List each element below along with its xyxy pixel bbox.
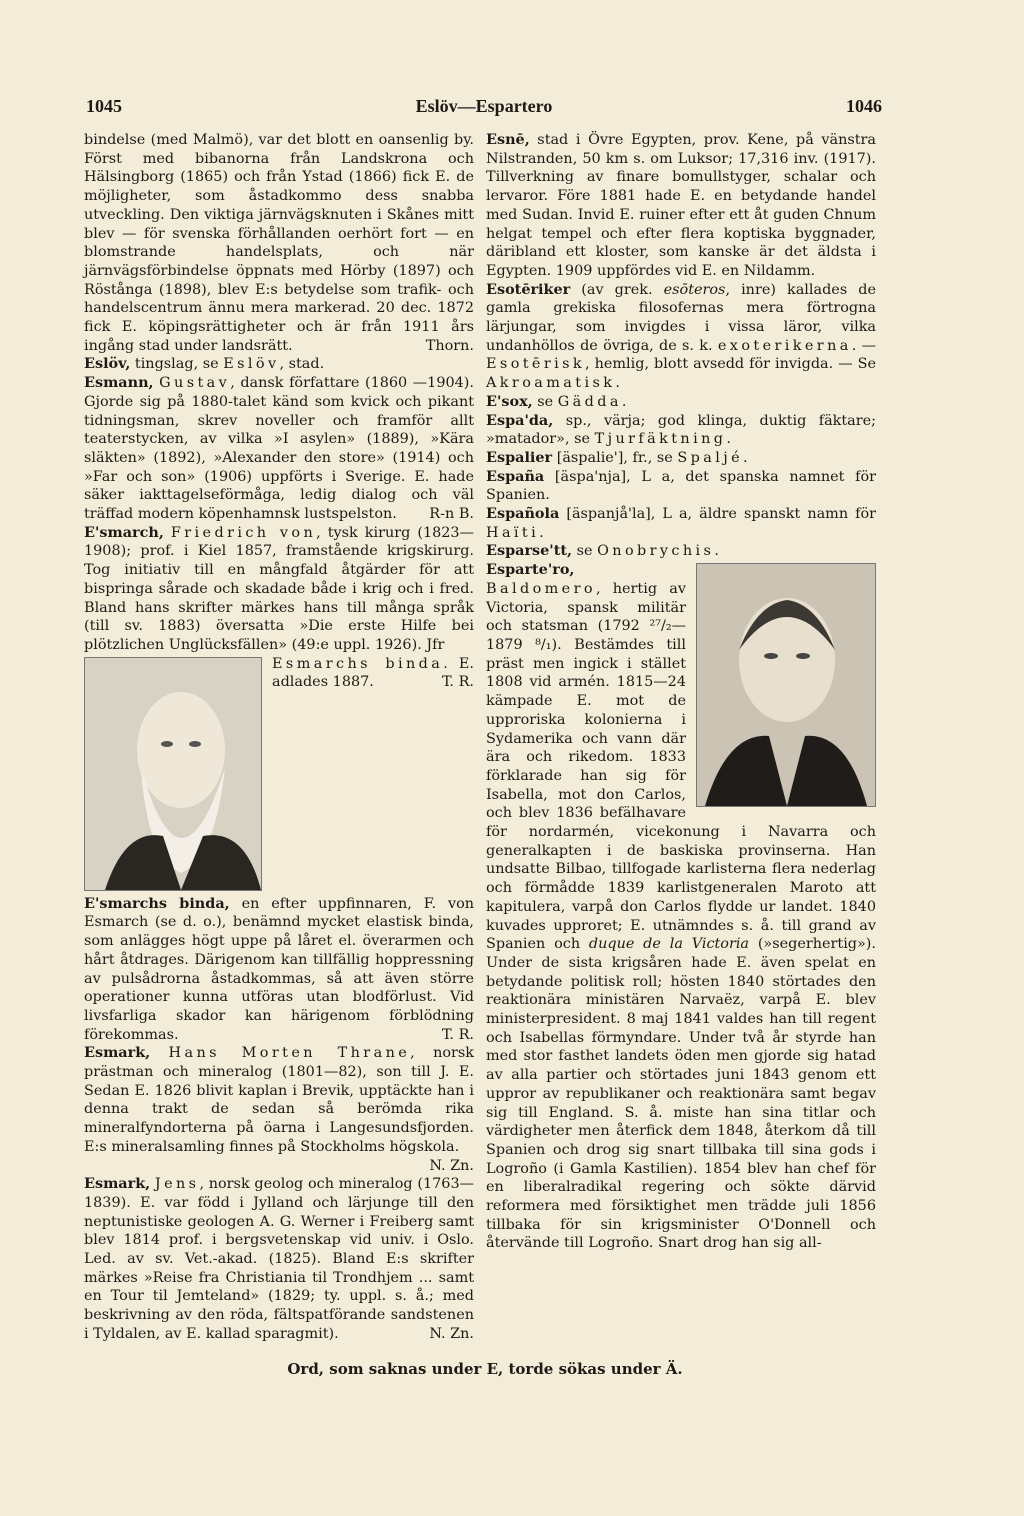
entry-headword: Esmann, bbox=[84, 374, 154, 392]
entry-text: [äspanjå'la], L a, äldre spanskt namn för bbox=[559, 506, 876, 523]
entry-text: . bbox=[615, 375, 620, 392]
entry-text: . bbox=[621, 393, 627, 410]
portrait-espartero bbox=[696, 563, 876, 807]
entry-given-name: Gustav bbox=[159, 375, 231, 392]
entry-espana bbox=[486, 468, 876, 505]
entry-given-name: Friedrich von bbox=[170, 524, 317, 541]
entry-headword: Esotēriker bbox=[486, 280, 571, 298]
cross-reference: Spaljé bbox=[677, 449, 743, 466]
entry-headword: E'smarchs binda, bbox=[84, 894, 230, 912]
entry-headword: Española bbox=[486, 505, 560, 523]
entry-text: [äspalie'], fr., se bbox=[552, 449, 678, 466]
entry-esoteriker bbox=[486, 281, 876, 393]
cross-reference: Esmarchs binda bbox=[272, 655, 444, 672]
entry-text: . bbox=[726, 431, 731, 448]
author-signature: T. R. bbox=[441, 674, 474, 691]
entry-esparsett bbox=[486, 542, 876, 561]
running-title: Eslöv—Espartero bbox=[415, 96, 553, 116]
entry-text-start: , tysk kirurg (1823—1908); prof. i Kiel 1857, framstående krigskirurg. Tog initiativ till en mångfald åtgärder för att bispringa sårade och skadade både i krig och i fred. Bland hans skrifter märkes hans till många språk (till sv. 1883) översatta »Die erste Hilfe bei plötzlichen Unglücksfällen» (49:e uppl. 1926). Jfr bbox=[84, 524, 474, 653]
entry-text: [äspa'nja], L a, det spanska namnet för Spanien. bbox=[486, 468, 876, 504]
entry-text: en efter uppfinnaren, F. von Esmarch (se d. o.), benämnd mycket elastisk binda, som anlägges högt uppe på låret el. överarmen och hårt åtdrages. Därigenom kan tillfällig hoppressning av pulsådrorna åstadkommas, så att även större operationer kunna utföras utan blodförlust. Vid livsfarliga skador kan härigenom förblödning förekommas. bbox=[84, 895, 474, 1043]
entry-text: tingslag, se bbox=[130, 356, 224, 373]
author-signature: N. Zn. bbox=[429, 1325, 474, 1342]
entry-eslov-tingslag bbox=[84, 355, 474, 374]
entry-headword: España bbox=[486, 467, 545, 485]
entry-text: . — bbox=[851, 337, 876, 354]
spaced-term: exoterikerna bbox=[717, 337, 852, 354]
entry-headword: Esnē, bbox=[486, 131, 530, 148]
entry-esmark-jens bbox=[84, 1175, 474, 1343]
page-number-right: 1046 bbox=[846, 96, 882, 116]
cross-reference: Haïti bbox=[486, 524, 540, 541]
spaced-term: Esotērisk bbox=[486, 356, 586, 373]
entry-given-name: Hans Morten Thrane bbox=[168, 1045, 411, 1062]
entry-espalier bbox=[486, 449, 876, 468]
entry-text: (av grek. bbox=[570, 281, 664, 298]
right-column bbox=[486, 131, 876, 1253]
entry-given-name: Baldomero bbox=[486, 580, 596, 597]
entry-text: se bbox=[532, 393, 558, 410]
entry-headword: Esmark, bbox=[84, 1044, 151, 1062]
entry-esne bbox=[486, 131, 876, 281]
author-signature: N. Zn. bbox=[429, 1157, 474, 1174]
cross-reference: Eslöv bbox=[223, 356, 280, 373]
entry-text: , dansk författare (1860 —1904). Gjorde sig på 1880-talet känd som kvick och pikant tidningsman, skrev noveller och framför allt teaterstycken, av vilka »I asylen» (1889), »Kära släkten» (1892), »Alexander den store» (1914) och »Far och son» (1906) uppförts i Sverige. E. hade säker iakttagelseförmåga, ledig dialog och väl träffad modern köpenhamnsk lustspelston. bbox=[84, 375, 474, 523]
entry-text: (»segerhertig»). Under de sista krigsåren hade E. även spelat en betydande politisk roll; hösten 1840 störtades den reaktionära ministären Narvaëz, varpå E. blev ministerpresident. 8 maj 1841 valdes han till regent och Isabellas förmyndare. Under två år styrde han med stor fasthet landets öden men gjorde sig hatad av alla partier och störtades juni 1843 genom ett uppror av republikaner och reaktionära samt begav sig till England. S. å. miste han sina titlar och värdigheter men återfick dem 1848, återkom då till Spanien och drog sig snart tillbaka till sina gods i Logroño (i Gamla Kastilien). 1854 blev han chef för en liberalradikal regering och sökte därvid reformera med försiktighet men trädde juli 1856 tillbaka för sin krigsminister O'Donnell och återvände till Logroño. Snart drog han sig all- bbox=[486, 936, 876, 1252]
author-signature: T. R. bbox=[441, 1026, 474, 1043]
entry-given-name: Jens bbox=[154, 1176, 200, 1193]
entry-text: se bbox=[572, 543, 598, 560]
author-signature: Thorn. bbox=[425, 337, 474, 354]
portrait-esmarch-image bbox=[85, 658, 261, 890]
portrait-espartero-image bbox=[697, 564, 875, 806]
page-header bbox=[86, 96, 882, 122]
entry-headword: Esparse'tt, bbox=[486, 542, 573, 560]
entry-text: bindelse (med Malmö), var det blott en oansenlig by. Först med bibanorna från Landskrona och Hälsingborg (1865) och från Ystad (1866) fick E. de möjligheter, som åstadkommo dess snabba utveckling. Den viktiga järnvägsknuten i Skånes mitt blev — för svenska förhållanden oerhört fort — en blomstrande handelsplats, och när järnvägsförbindelse öppnats med Hörby (1897) och Röstånga (1898), blev E:s betydelse som trafik- och handelscentrum ännu mera markerad. 20 dec. 1872 fick E. köpingsrättigheter och är från 1911 års ingång stad under landsrätt. bbox=[84, 132, 474, 354]
page-number-left: 1045 bbox=[86, 96, 122, 116]
entry-esmark-hans bbox=[84, 1044, 474, 1174]
entry-text: . E. adlades 1887. bbox=[272, 655, 474, 691]
entry-headword: Espa'da, bbox=[486, 411, 554, 429]
entry-headword: E'smarch, bbox=[84, 523, 164, 541]
entry-text: , hertig av Victoria, spansk militär och statsman (1792 ²⁷/₂—1879 ⁸/₁). Bestämdes till präst men ingick i stället 1808 vid armén. 1815—24 kämpade E. mot de upproriska kolonierna i Sydamerika och vann där ära och rikedom. 1833 förklarade han sig för Isabella, mot don Carlos, och blev 1836 befälhavare för nordarmén, vicekonung i Navarra och generalkapten i de baskiska provinserna. Han undsatte Bilbao, tillfogade karlisterna flera nederlag och förmådde 1839 karlistgeneralen Maroto att kapitulera, varpå don Carlos flydde ur landet. 1840 kuvades upproret; E. utnämndes s. å. till grand av Spanien och bbox=[486, 580, 876, 953]
cross-reference: Gädda bbox=[557, 393, 622, 410]
entry-text: , inre) kallades de gamla grekiska filosofernas mera förtrogna lärjungar, som invigdes i vissa läror, vilka undanhöllos de övriga, de s. k. bbox=[486, 281, 876, 354]
entry-italic-term: duque de la Victoria bbox=[588, 936, 750, 953]
entry-eslov-continuation bbox=[84, 131, 474, 355]
entry-headword: Espalier bbox=[486, 448, 553, 466]
entry-text: , stad. bbox=[279, 356, 325, 373]
entry-headword: Esmark, bbox=[84, 1175, 151, 1193]
entry-headword: E'sox, bbox=[486, 392, 533, 410]
entry-italic-term: esōteros bbox=[663, 281, 726, 298]
entry-text: , hemlig, blott avsedd för invigda. — Se bbox=[585, 356, 876, 373]
entry-esox bbox=[486, 393, 876, 412]
entry-esmann bbox=[84, 374, 474, 524]
entry-headword: Esparte'ro, bbox=[486, 561, 575, 579]
cross-reference: Onobrychis bbox=[597, 543, 715, 560]
entry-text: sp., värja; god klinga, duktig fäktare; »matador», se bbox=[486, 412, 876, 448]
left-column bbox=[84, 131, 474, 1344]
entry-text: , norsk geolog och mineralog (1763—1839). E. var född i Jylland och lärjunge till den neptunistiske geologen A. G. Werner i Freiberg samt blev 1814 prof. i bergsvetenskap vid univ. i Oslo. Led. av sv. Vet.-akad. (1825). Bland E:s skrifter märkes »Reise fra Christiania til Trondhjem ... samt en Tour til Jemteland» (1829; ty. uppl. s. å.; med beskrivning av den röda, fältspatförande sandstenen i Tyldalen, av E. kallad sparagmit). bbox=[84, 1176, 474, 1342]
entry-text: . bbox=[743, 449, 748, 466]
portrait-esmarch bbox=[84, 657, 262, 891]
entry-espanola bbox=[486, 505, 876, 542]
cross-reference: Tjurfäktning bbox=[594, 431, 727, 448]
entry-text: , norsk prästman och mineralog (1801—82), son till J. E. Sedan E. 1826 blivit kaplan i Brevik, upptäckte han i denna trakt de sedan så berömda rika mineralfyndorterna på öarna i Langesundsfjorden. E:s mineralsamling finnes på Stockholms högskola. bbox=[84, 1045, 474, 1155]
entry-esmarch bbox=[84, 524, 474, 655]
footer-note: Ord, som saknas under E, torde sökas under Ä. bbox=[287, 1360, 683, 1378]
entry-headword: Eslöv, bbox=[84, 355, 131, 373]
entry-text: . bbox=[539, 524, 544, 541]
entry-esmarchs-binda bbox=[84, 895, 474, 1045]
entry-text: . bbox=[714, 543, 719, 560]
author-signature: R-n B. bbox=[429, 506, 474, 523]
entry-espada bbox=[486, 412, 876, 449]
entry-text: stad i Övre Egypten, prov. Kene, på vänstra Nilstranden, 50 km s. om Luksor; 17,316 inv. (1917). Tillverkning av finare bomullstyger, schalar och lervaror. Före 1881 hade E. en betydande handel med Sudan. Invid E. ruiner efter ett åt guden Chnum helgat tempel och efter flera koptiska byggnader, däribland ett kloster, som kanske är det äldsta i Egypten. 1909 uppfördes vid E. en Nildamm. bbox=[486, 132, 876, 279]
cross-reference: Akroamatisk bbox=[486, 375, 616, 392]
